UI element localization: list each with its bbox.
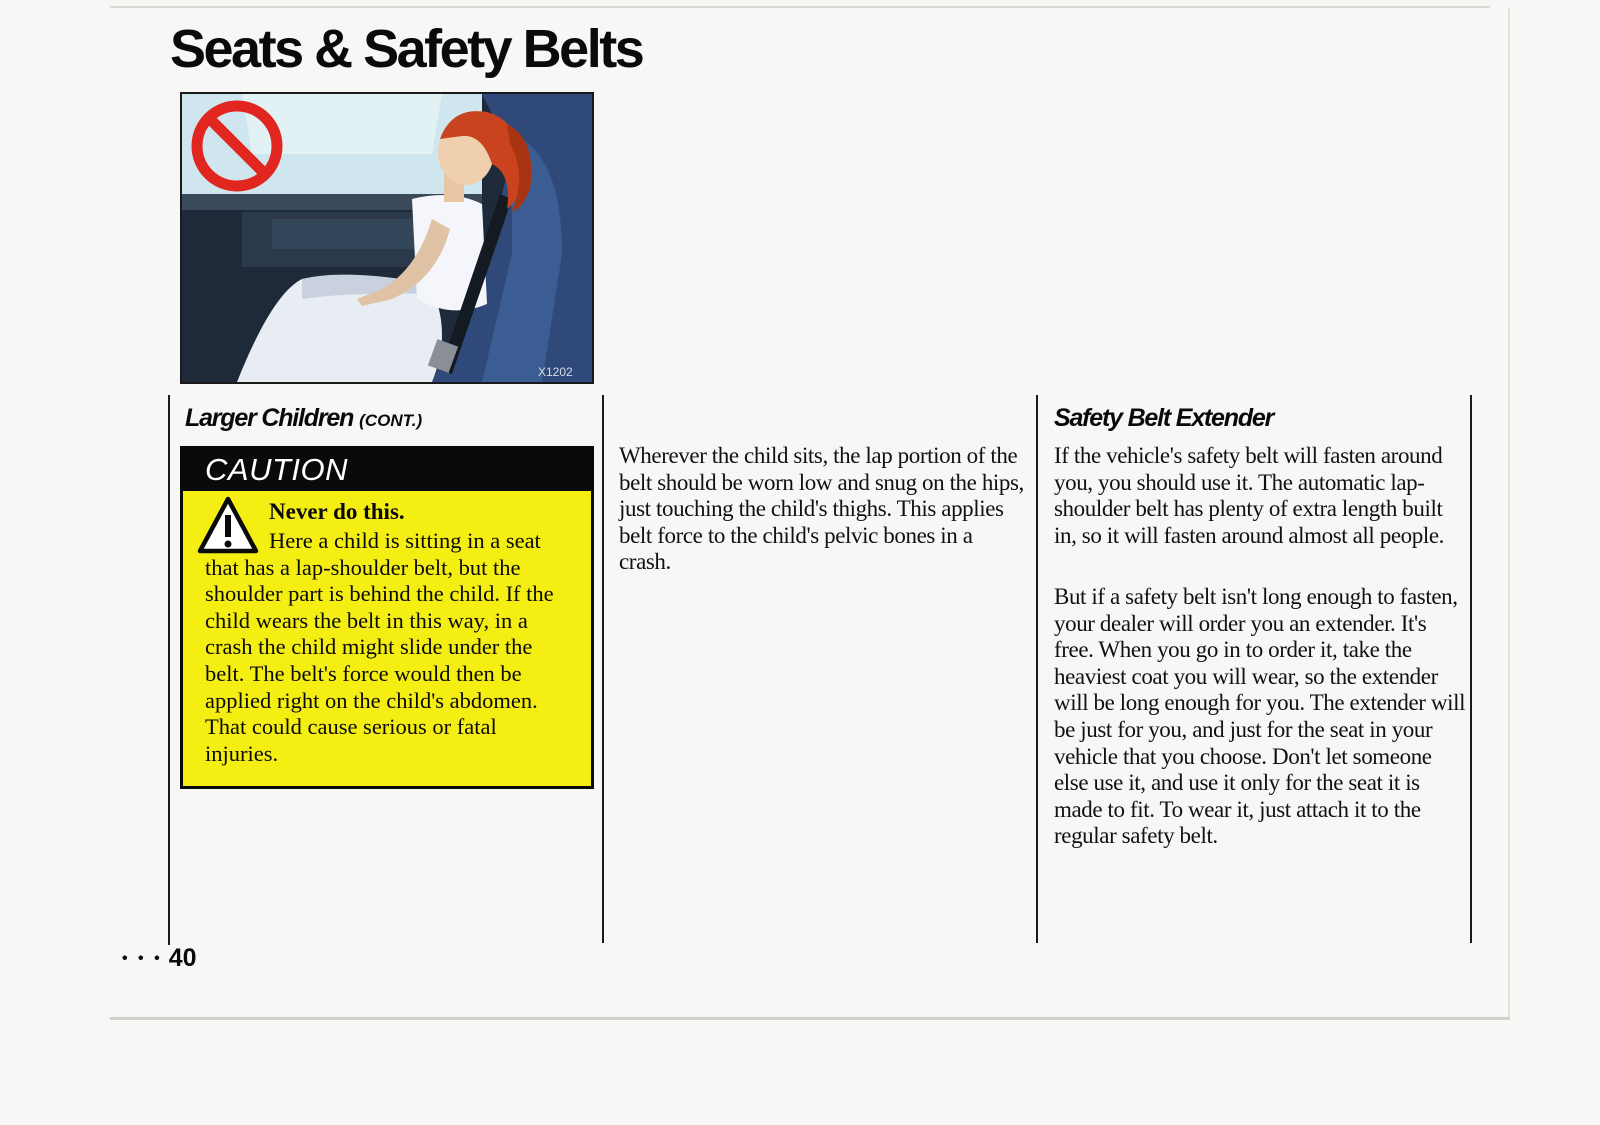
caution-body: Here a child is sitting in a seat that has a lap-shoulder belt, but the shoulder part is behind the child. If the child wears the belt in this way, in a crash the child might slide under the belt. The belt's force would then be applied right on the child's abdomen. That could cause serious or fatal injuries. xyxy=(205,528,554,766)
column-rule-middle-left xyxy=(602,395,604,943)
caution-lead: Never do this. xyxy=(269,499,405,524)
column-rule-right xyxy=(1470,395,1472,943)
illustration-child-belt-misuse xyxy=(180,92,594,384)
section-heading-larger-children xyxy=(185,404,422,433)
page-number xyxy=(122,944,197,973)
page-edge-right xyxy=(1508,8,1510,1018)
extender-paragraph-1: If the vehicle's safety belt will fasten around you, you should use it. The automatic lap-shoulder belt has plenty of extra length built in, so it will fasten around almost all people. xyxy=(1054,443,1445,548)
page-title: Seats & Safety Belts xyxy=(170,19,643,79)
column-rule-middle-right xyxy=(1036,395,1038,943)
page-number-value: 40 xyxy=(168,944,197,972)
extender-paragraph-2: But if a safety belt isn't long enough to fasten, your dealer will order you an extender. It's free. When you go in to order it, take the heaviest coat you will wear, so the extender will be long enough for you. The extender will be just for you, and just for the seat in your vehicle that you choose. Don't let someone else use it, and use it only for the seat it is made to fit. To wear it, just attach it to the regular safety belt. xyxy=(1054,584,1466,849)
page-edge-top xyxy=(110,6,1490,8)
caution-box xyxy=(180,446,594,789)
middle-paragraph: Wherever the child sits, the lap portion of the belt should be worn low and snug on the hips, just touching the child's thighs. This applies belt force to the child's pelvic bones in a crash. xyxy=(619,443,1024,575)
section-heading-suffix: (CONT.) xyxy=(359,411,423,430)
page-marker-dots: • • • xyxy=(122,950,163,967)
caution-header: CAUTION xyxy=(183,449,591,491)
page-edge-bottom xyxy=(110,1017,1510,1020)
section-heading-text: Larger Children xyxy=(185,404,354,432)
column-rule-left xyxy=(168,395,170,945)
section-heading-safety-belt-extender: Safety Belt Extender xyxy=(1054,404,1274,432)
illustration-code: X1202 xyxy=(538,365,573,379)
